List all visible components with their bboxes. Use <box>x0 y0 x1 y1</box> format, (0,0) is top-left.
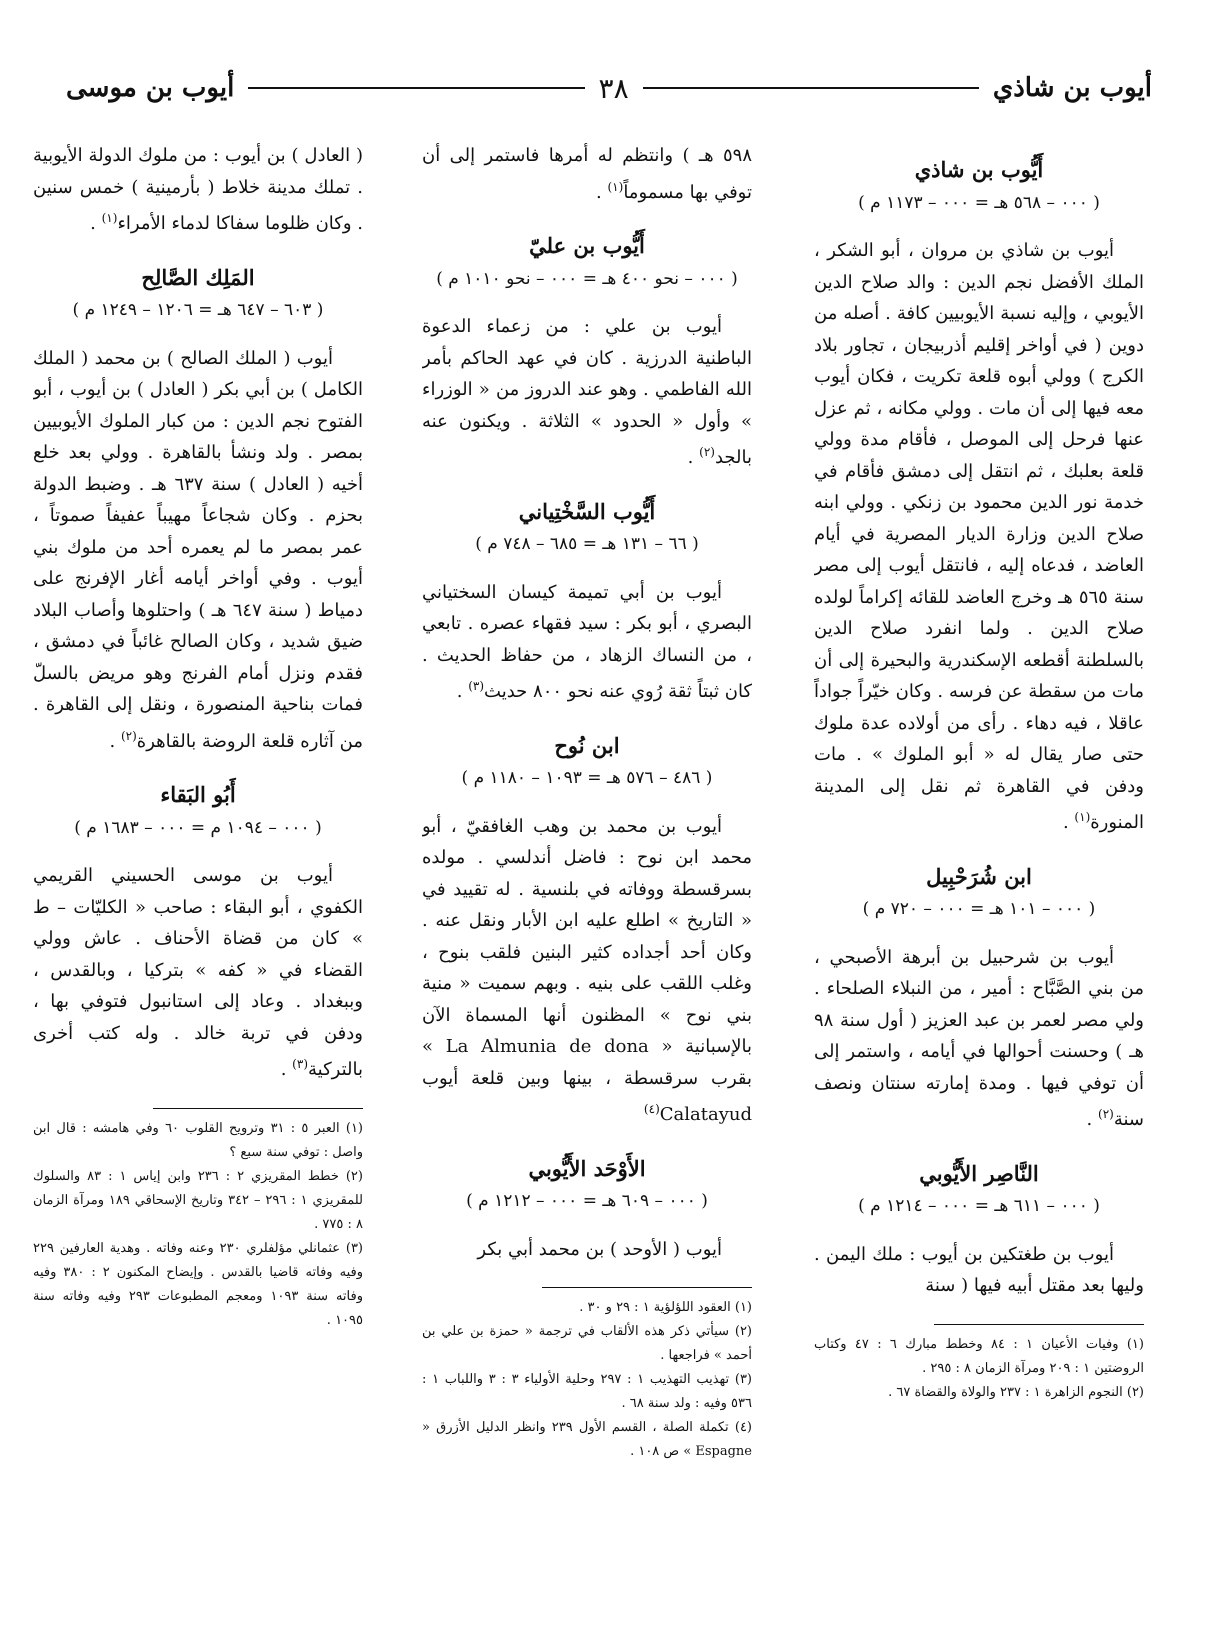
footnote-ref: (٢) <box>1098 1107 1114 1121</box>
header-right-title: أيوب بن شاذي <box>992 73 1152 103</box>
entry-ibn-shurahbil: ابن شُرَحْبِيل ( ٠٠٠ – ١٠١ هـ = ٠٠٠ – ٧٢٠ م ) أيوب بن شرحبيل بن أبرهة الأصبحي ، من بني الصَّبَّاح : أمير ، من النبلاء الصلحاء . ولي مصر لعمر بن عبد العزيز ( أول سنة ٩٨ هـ ) وحسنت أحوالها في أيامه ، واستمر إلى أن توفي فيها . ومدة إمارته سنتان ونصف سنة$^{(٢)}$ . <box>814 861 1144 1136</box>
footnote-divider <box>934 1324 1144 1325</box>
footnote-ref: (١) <box>101 211 118 225</box>
entry-ayyub-ibn-shadhi: أَيُّوب بن شاذي ( ٠٠٠ – ٥٦٨ هـ = ٠٠٠ – ١١٧٣ م ) أيوب بن شاذي بن مروان ، أبو الشكر ، الملك الأفضل نجم الدين : والد صلاح الدين الأيوبي ، وإليه نسبة الأيوبيين كافة . أصله من دوين ( في أواخر إقليم أذربيجان ، تجاور بلاد الكرج ) وولي أبوه قلعة تكريت ، فكان أيوب معه فيها إلى أن مات . وولي مكانه ، ثم عزل عنها فرحل إلى الموصل ، فأقام مدة وولي قلعة بعلبك ، ثم انتقل إلى دمشق فأقام في خدمة نور الدين محمود بن زنكي . وولي ابنه صلاح الدين وزارة الديار المصرية في أيام العاضد ، فدعاه إليه ، فانتقل أيوب إلى مصر سنة ٥٦٥ هـ وخرج العاضد للقائه إكراماً لولده صلاح الدين . ولما انفرد صلاح الدين بالسلطنة أقطعه الإسكندرية والبحيرة إلى أن مات من سقطة عن فرسه . وكان خيّراً جواداً عاقلا ، فيه دهاء . رأى من أولاده عدة ملوك حتى صار يقال له « أبو الملوك » . مات ودفن في القاهرة ثم نقل إلى المدينة المنورة$^{(١)}$ . <box>814 154 1144 839</box>
footnote-ref: (٢) <box>699 445 715 459</box>
footnotes <box>422 1296 752 1464</box>
entry-body: أيوب بن طغتكين بن أيوب : ملك اليمن . وليها بعد مقتل أبيه فيها ( سنة <box>814 1243 1144 1296</box>
entry-body: أيوب ( الأوحد ) بن محمد أبي بكر <box>477 1238 722 1260</box>
entry-title: أَيُّوب السَّخْتِياني <box>518 498 656 524</box>
entry-title: ابن نُوح <box>554 732 620 758</box>
footnote-ref: (٣) <box>292 1057 308 1071</box>
footnote-item: (٢) النجوم الزاهرة ١ : ٢٣٧ والولاة والقضاة ٦٧ . <box>888 1384 1144 1400</box>
footnotes <box>814 1333 1144 1405</box>
footnote-divider <box>153 1108 363 1109</box>
column-right <box>814 140 1144 1620</box>
header-rule-left <box>248 87 584 89</box>
footnote-ref: (٢) <box>120 728 137 743</box>
footnotes <box>33 1117 363 1333</box>
footnote-item: (١) العبر ٥ : ٣١ وترويح القلوب ٦٠ وفي هامشه : قال ابن واصل : توفي سنة سبع ؟ <box>33 1120 363 1160</box>
footnote-item: (١) العقود اللؤلؤية ١ : ٢٩ و ٣٠ . <box>579 1300 752 1315</box>
header-rule-right <box>643 87 979 89</box>
entry-body: أيوب بن علي : من زعماء الدعوة الباطنية الدرزية . كان في عهد الحاكم بأمر الله الفاطمي . وهو عند الدروز من « الوزراء » وأول « الحدود » الثلاثة . ويكنون عنه بالجد <box>422 316 752 468</box>
entry-dates: ( ٠٠٠ – ١٠٩٤ م = ٠٠٠ – ١٦٨٣ م ) <box>74 817 322 838</box>
entry-dates: ( ٦٦ – ١٣١ هـ = ٦٨٥ – ٧٤٨ م ) <box>475 534 699 554</box>
entry-dates: ( ٤٨٦ – ٥٧٦ هـ = ١٠٩٣ – ١١٨٠ م ) <box>461 768 713 788</box>
entry-dates: ( ٦٠٣ – ٦٤٧ هـ = ١٢٠٦ – ١٢٤٩ م ) <box>72 300 324 320</box>
entry-body: أيوب بن محمد بن وهب الغافقيّ ، أبو محمد ابن نوح : فاضل أندلسي . مولده بسرقسطة ووفاته في بلنسية . له تقييد في « التاريخ » اطلع عليه ابن الأبار ونقل عنه . وكان أحد أجداده كثير البنين فلقب بنوح ، وغلب اللقب على بنيه . وبهم سميت « منية بني نوح » المظنون أنها المسماة الآن بالإسبانية « La Almunia de dona » بقرب سرقسطة ، بينها وبين قلعة أيوب Calatayud <box>422 815 752 1125</box>
entry-dates: ( ٠٠٠ – ٦٠٩ هـ = ٠٠٠ – ١٢١٢ م ) <box>466 1191 708 1211</box>
entry-ayyub-al-sakhtiyani: أَيُّوب السَّخْتِياني ( ٦٦ – ١٣١ هـ = ٦٨٥ – ٧٤٨ م ) أيوب بن أبي تميمة كيسان السختياني البصري ، أبو بكر : سيد فقهاء عصره . تابعي ، من النساك الزهاد ، من حفاظ الحديث . كان ثبتاً ثقة رُوي عنه نحو ٨٠٠ حديث$^{(٣)}$ . <box>422 496 752 708</box>
footnote-ref: (٣) <box>468 679 485 693</box>
footnote-item: (٤) تكملة الصلة ، القسم الأول ٢٣٩ وانظر الدليل الأزرق « Espagne » ص ١٠٨ . <box>422 1420 752 1459</box>
footnote-item: (٣) عثمانلي مؤلفلري ٢٣٠ وعنه وفاته . وهدية العارفين ٢٢٩ وفيه وفاته قاضيا بالقدس . وإيضاح المكنون ٢ : ٣٨٠ وفيه وفاته سنة ١٠٩٣ ومعجم المطبوعات ٢٩٣ وفيه وفاته سنة ١٠٩٥ . <box>33 1240 363 1328</box>
column-left <box>33 140 363 1620</box>
entry-title: النَّاصِر الأَيُّوبي <box>919 1160 1039 1186</box>
footnote-ref: (٤) <box>643 1102 660 1116</box>
footnote-item: (٣) تهذيب التهذيب ١ : ٢٩٧ وحلية الأولياء ٣ : ٣ واللباب ١ : ٥٣٦ وفيه : ولد سنة ٦٨ . <box>422 1372 752 1411</box>
entry-dates: ( ٠٠٠ – ٥٦٨ هـ = ٠٠٠ – ١١٧٣ م ) <box>858 192 1100 213</box>
entry-dates: ( ٠٠٠ – ٦١١ هـ = ٠٠٠ – ١٢١٤ م ) <box>858 1196 1100 1216</box>
entry-body: ( العادل ) بن أيوب : من ملوك الدولة الأيوبية . تملك مدينة خلاط ( بأرمينية ) خمس سنين . وكان ظلوما سفاكا لدماء الأمراء <box>33 145 363 234</box>
entry-dates: ( ٠٠٠ – ١٠١ هـ = ٠٠٠ – ٧٢٠ م ) <box>862 899 1096 919</box>
entry-body: أيوب ( الملك الصالح ) بن محمد ( الملك الكامل ) بن أبي بكر ( العادل ) بن أيوب ، أبو الفتوح نجم الدين : من كبار الملوك الأيوبيين بمصر . ولد ونشأ بالقاهرة . وولي بعد خلع أخيه ( العادل ) سنة ٦٣٧ هـ . وضبط الدولة بحزم . وكان شجاعاً مهيباً عفيفاً صموتاً ، عمر بمصر ما لم يعمره أحد من ملوك بني أيوب . وفي أواخر أيامه أغار الإفرنج على دمياط ( سنة ٦٤٧ هـ ) واحتلوها وأصاب البلاد ضيق شديد ، وكان الصالح غائباً في دمشق ، فقدم ونزل أمام الفرنج وهو مريض بالسلّ فمات بناحية المنصورة ، ونقل إلى القاهرة . من آثاره قلعة الروضة بالقاهرة <box>33 347 363 752</box>
entry-al-awhad-al-ayyubi <box>422 1153 752 1266</box>
entry-al-nasir-al-ayyubi <box>814 1158 1144 1302</box>
page-number: ٣٨ <box>598 71 629 105</box>
entry-title: أَيُّوب بن شاذي <box>914 157 1044 182</box>
footnote-divider <box>542 1287 752 1288</box>
entry-dates: ( ٠٠٠ – نحو ٤٠٠ هـ = ٠٠٠ – نحو ١٠١٠ م ) <box>436 268 738 289</box>
entry-ibn-nuh <box>422 730 752 1131</box>
entry-body: أيوب بن شاذي بن مروان ، أبو الشكر ، الملك الأفضل نجم الدين : والد صلاح الدين الأيوبي ، وإليه نسبة الأيوبيين كافة . أصله من دوين ( في أواخر إقليم أذربيجان ، تجاور بلاد الكرج ) وولي أبوه قلعة تكريت ، فكان أيوب معه فيها إلى أن مات . وولي مكانه ، ثم عزل عنها فرحل إلى الموصل ، فأقام مدة وولي قلعة بعلبك ، ثم انتقل إلى دمشق فأقام في خدمة نور الدين محمود بن زنكي . وولي ابنه صلاح الدين وزارة الديار المصرية في أيام العاضد ، فدعاه إليه ، فانتقل أيوب إلى مصر سنة ٥٦٥ هـ وخرج العاضد للقائه إكراماً لولده صلاح الدين . ولما انفرد صلاح الدين بالسلطنة أقطعه الإسكندرية والبحيرة إلى أن مات من سقطة عن فرسه . وكان خيّراً جواداً عاقلا ، فيه دهاء . رأى من أولاده عدة ملوك حتى صار يقال له « أبو الملوك » . مات ودفن في القاهرة ثم نقل إلى المدينة المنورة <box>814 240 1144 833</box>
footnote-ref: (١) <box>607 179 624 194</box>
entry-abu-al-baqa: أَبُو البَقاء ( ٠٠٠ – ١٠٩٤ م = ٠٠٠ – ١٦٨٣ م ) أيوب بن موسى الحسيني القريمي الكفوي ، أبو البقاء : صاحب « الكليّات – ط » كان من قضاة الأحناف . عاش وولي القضاء في « كفه » بتركيا ، وبالقدس ، وببغداد . وعاد إلى استانبول فتوفي بها ، ودفن في تربة خالد . وله كتب أخرى بالتركية$^{(٣)}$ . <box>33 779 363 1086</box>
header-left-title: أيوب بن موسى <box>65 73 235 103</box>
entry-ayyub-ibn-ali: أَيُّوب بن عليّ ( ٠٠٠ – نحو ٤٠٠ هـ = ٠٠٠ – نحو ١٠١٠ م ) أيوب بن علي : من زعماء الدعوة الباطنية الدرزية . كان في عهد الحاكم بأمر الله الفاطمي . وهو عند الدروز من « الوزراء » وأول « الحدود » الثلاثة . ويكنون عنه بالجد$^{(٢)}$ . <box>422 230 752 474</box>
footnote-item: (١) وفيات الأعيان ١ : ٨٤ وخطط مبارك ٦ : ٤٧ وكتاب الروضتين ١ : ٢٠٩ ومرآة الزمان ٨ : ٢٩٥ . <box>814 1336 1144 1376</box>
entry-body: أيوب بن موسى الحسيني القريمي الكفوي ، أبو البقاء : صاحب « الكليّات – ط » كان من قضاة الأحناف . عاش وولي القضاء في « كفه » بتركيا ، وبالقدس ، وببغداد . وعاد إلى استانبول فتوفي بها ، ودفن في تربة خالد . وله كتب أخرى بالتركية <box>33 865 363 1080</box>
entry-title: أَبُو البَقاء <box>160 782 236 807</box>
entry-title: المَلِك الصَّالِح <box>141 264 255 290</box>
entry-al-malik-al-salih: المَلِك الصَّالِح ( ٦٠٣ – ٦٤٧ هـ = ١٢٠٦ – ١٢٤٩ م ) أيوب ( الملك الصالح ) بن محمد ( الملك الكامل ) بن أبي بكر ( العادل ) بن أيوب ، أبو الفتوح نجم الدين : من كبار الملوك الأيوبيين بمصر . ولد ونشأ بالقاهرة . وولي بعد خلع أخيه ( العادل ) سنة ٦٣٧ هـ . وضبط الدولة بحزم . وكان شجاعاً مهيباً عفيفاً صموتاً ، عمر بمصر ما لم يعمره أحد من ملوك بني أيوب . وفي أواخر أيامه أغار الإفرنج على دمياط ( سنة ٦٤٧ هـ ) واحتلوها وأصاب البلاد ضيق شديد ، وكان الصالح غائباً في دمشق ، فقدم ونزل أمام الفرنج وهو مريض بالسلّ فمات بناحية المنصورة ، ونقل إلى القاهرة . من آثاره قلعة الروضة بالقاهرة$^{(٢)}$ . <box>33 262 363 758</box>
footnote-ref: (١) <box>1074 810 1091 824</box>
entry-body: ٥٩٨ هـ ) وانتظم له أمرها فاستمر إلى أن توفي بها مسموماً <box>422 145 752 203</box>
entry-body: أيوب بن أبي تميمة كيسان السختياني البصري ، أبو بكر : سيد فقهاء عصره . تابعي ، من النساك الزهاد ، من حفاظ الحديث . كان ثبتاً ثقة رُوي عنه نحو ٨٠٠ حديث <box>422 581 752 702</box>
entry-title: أَيُّوب بن عليّ <box>529 233 645 258</box>
footnote-item: (٢) سيأتي ذكر هذه الألقاب في ترجمة « حمزة بن علي بن أحمد » فراجعها . <box>422 1324 752 1363</box>
entry-body: أيوب بن شرحبيل بن أبرهة الأصبحي ، من بني الصَّبَّاح : أمير ، من النبلاء الصلحاء . ولي مصر لعمر بن عبد العزيز ( أول سنة ٩٨ هـ ) وحسنت أحوالها في أيامه ، واستمر إلى أن توفي فيها . ومدة إمارته سنتان ونصف سنة <box>814 946 1144 1130</box>
entry-continuation: ( العادل ) بن أيوب : من ملوك الدولة الأيوبية . تملك مدينة خلاط ( بأرمينية ) خمس سنين . وكان ظلوما سفاكا لدماء الأمراء$^{(١)}$ . <box>33 145 363 234</box>
entry-title: ابن شُرَحْبِيل <box>926 863 1032 889</box>
page-header <box>66 66 1152 110</box>
footnote-item: (٢) خطط المقريزي ٢ : ٢٣٦ وابن إياس ١ : ٨٣ والسلوك للمقريزي ١ : ٢٩٦ – ٣٤٢ وتاريخ الإسحاقي ١٨٩ ومرآة الزمان ٨ : ٧٧٥ . <box>33 1168 363 1232</box>
entry-continuation: ٥٩٨ هـ ) وانتظم له أمرها فاستمر إلى أن توفي بها مسموماً$^{(١)}$ . <box>422 145 752 203</box>
column-middle <box>422 140 752 1620</box>
entry-title: الأَوْحَد الأَيُّوبي <box>528 1155 646 1181</box>
